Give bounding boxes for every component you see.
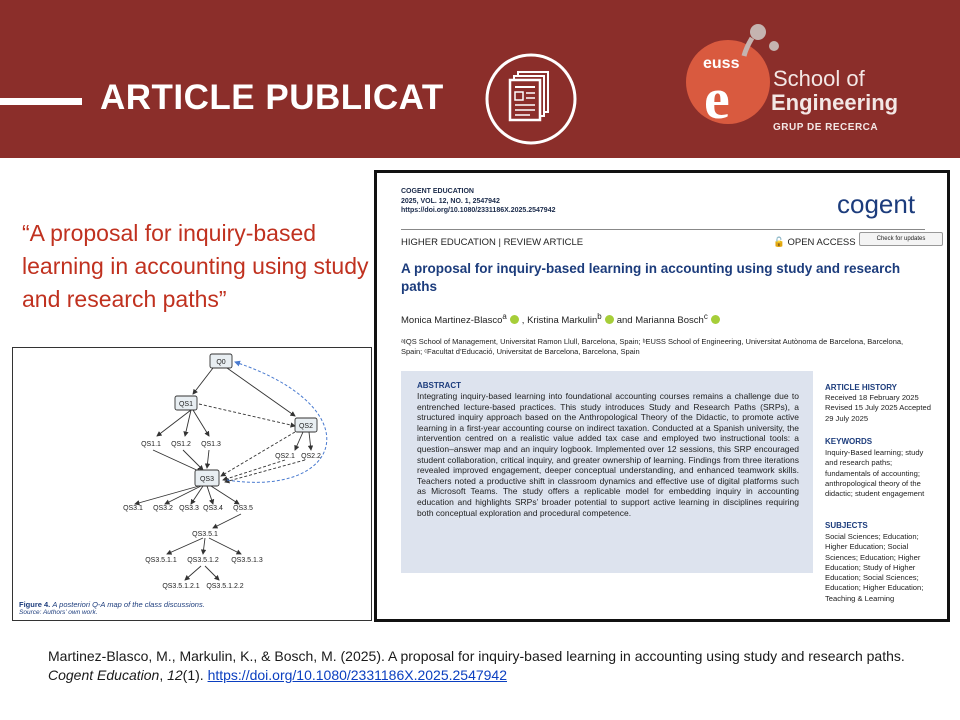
history-text: Received 18 February 2025 Revised 15 July 2025 Accepted 29 July 2025	[825, 393, 931, 423]
journal-name: COGENT EDUCATION	[401, 188, 474, 195]
node-qs2-1: QS2.1	[275, 453, 295, 460]
qa-map-figure	[12, 347, 372, 621]
node-qs3-5-1-2-2: QS3.5.1.2.2	[206, 583, 244, 590]
node-qs3-5-1-3: QS3.5.1.3	[231, 557, 263, 564]
abstract-text: Integrating inquiry-based learning into foundational accounting courses remains a challenge due to entrenched lecture-based practices. This study introduces Study and Research Paths (SRPs), a structured inquiry approach based on the Anthropological Theory of the Didactic, to promote active learning in a first-year accounting course on indirect taxation. Conducted at a Spanish university, the intervention centred on a realistic value added tax case and employed two instructional tools: a question–answer map and an inquiry logbook. Implemented over 12 sessions, this SRP encouraged student collaboration, critical inquiry, and greater ownership of learning. Findings from three iterations revealed improved engagement, deeper conceptual understanding, and enhanced teamwork skills. Teachers noted a productive shift in classroom dynamics and effective use of digital platforms such as Microsoft Teams. The study offers a replicable model for embedding inquiry in accounting education and highlights SRPs’ broader potential to support active learning in disciplines requiring both conceptual exploration and procedural competence.	[417, 391, 799, 518]
history-heading: ARTICLE HISTORY	[825, 383, 898, 392]
node-qs1-1: QS1.1	[141, 441, 161, 448]
section-label: HIGHER EDUCATION | REVIEW ARTICLE	[401, 237, 584, 248]
node-qs3-1: QS3.1	[123, 505, 143, 512]
qa-map-diagram	[13, 348, 371, 598]
node-qs3-2: QS3.2	[153, 505, 173, 512]
journal-meta	[401, 187, 556, 216]
node-qs3-5-1-2: QS3.5.1.2	[187, 557, 219, 564]
node-q0: Q0	[216, 359, 226, 366]
node-qs3: QS3	[199, 476, 215, 483]
node-qs3-5-1-2-1: QS3.5.1.2.1	[162, 583, 200, 590]
journal-doi[interactable]: https://doi.org/10.1080/2331186X.2025.2547942	[401, 207, 556, 214]
paper-first-page	[374, 170, 950, 622]
logo-group-text: GRUP DE RECERCA	[773, 122, 879, 133]
node-qs3-5-1: QS3.5.1	[192, 531, 218, 538]
open-access-label	[773, 237, 856, 248]
node-qs2-2: QS2.2	[301, 453, 321, 460]
figure-source: Source: Authors’ own work.	[19, 609, 98, 616]
article-title-quote: “A proposal for inquiry-based learning in accounting using study and research paths”	[22, 220, 369, 312]
citation-authors: Martinez-Blasco, M., Markulin, K., & Bosch, M. (2025). A proposal for inquiry-based learning in accounting using study and research paths.	[48, 648, 905, 664]
journal-volume: 2025, VOL. 12, NO. 1, 2547942	[401, 197, 500, 205]
node-qs3-5: QS3.5	[233, 505, 253, 512]
node-qs1-3: QS1.3	[201, 441, 221, 448]
author-3: Marianna Bosch	[635, 315, 704, 327]
node-qs1: QS1	[178, 401, 194, 408]
node-qs2: QS2	[298, 423, 314, 430]
lock-icon: 🔓	[773, 237, 785, 248]
abstract-heading: ABSTRACT	[417, 381, 461, 390]
diagram-edges	[135, 368, 314, 580]
citation-separator: ,	[159, 666, 168, 683]
orcid-icon[interactable]	[510, 315, 519, 324]
author-2: Kristina Markulin	[527, 315, 598, 327]
citation-issue: (1).	[182, 666, 208, 683]
banner-rule	[0, 98, 82, 105]
citation-journal: Cogent Education	[48, 666, 160, 683]
divider	[401, 229, 925, 230]
cogent-logo: cogent	[837, 189, 916, 219]
abstract-box	[401, 371, 813, 573]
node-qs3-4: QS3.4	[203, 505, 223, 512]
node-qs1-2: QS1.2	[171, 441, 191, 448]
node-qs3-3: QS3.3	[179, 505, 199, 512]
figure-caption	[19, 600, 205, 609]
orcid-icon[interactable]	[711, 315, 720, 324]
newspaper-icon	[482, 50, 580, 148]
author-1: Monica Martinez-Blasco	[401, 315, 503, 327]
author-list: Monica Martinez-Blasco$^a$ , Kristina Markulin$^b$ and Marianna Bosch$^c$	[401, 312, 723, 326]
banner-title: ARTICLE PUBLICAT	[100, 78, 444, 117]
citation	[48, 647, 928, 684]
doi-link[interactable]: https://doi.org/10.1080/2331186X.2025.2547942	[207, 666, 508, 683]
subjects-heading: SUBJECTS	[825, 521, 868, 530]
open-access-text: OPEN ACCESS	[787, 237, 856, 248]
subjects-text: Social Sciences; Education; Higher Education; Social Sciences; Education; Higher Education; Study of Higher Education; Social Sciences; Education; Higher Education; Teaching & Learning	[825, 532, 924, 603]
logo-badge-text: euss	[703, 55, 740, 72]
logo-letter: e	[704, 66, 730, 131]
logo-engineering-text: Engineering	[771, 90, 899, 115]
node-qs3-5-1-1: QS3.5.1.1	[145, 557, 177, 564]
paper-title: A proposal for inquiry-based learning in accounting using study and research paths	[401, 261, 901, 294]
header-banner	[0, 0, 960, 158]
keywords-heading: KEYWORDS	[825, 437, 873, 446]
check-updates-button[interactable]: Check for updates	[859, 232, 943, 246]
orcid-icon[interactable]	[605, 315, 614, 324]
affiliations: ᵃIQS School of Management, Universitat Ramon Llull, Barcelona, Spain; ᵇEUSS School of Engineering, Universitat Autònoma de Barcelona, Barcelona, Spain; ᶜFacultat d’Educació, Universitat de Barcelona, Barcelona, Spain	[401, 337, 904, 356]
figure-caption-label: Figure 4.	[19, 600, 51, 609]
figure-caption-text: A posteriori Q-A map of the class discussions.	[52, 600, 205, 609]
citation-volume: 12	[167, 666, 183, 683]
keywords-text: Inquiry-Based learning; study and research paths; fundamentals of accounting; anthropological theory of the didactic; student engagement	[825, 448, 925, 499]
logo-school-text: School of	[773, 66, 865, 91]
